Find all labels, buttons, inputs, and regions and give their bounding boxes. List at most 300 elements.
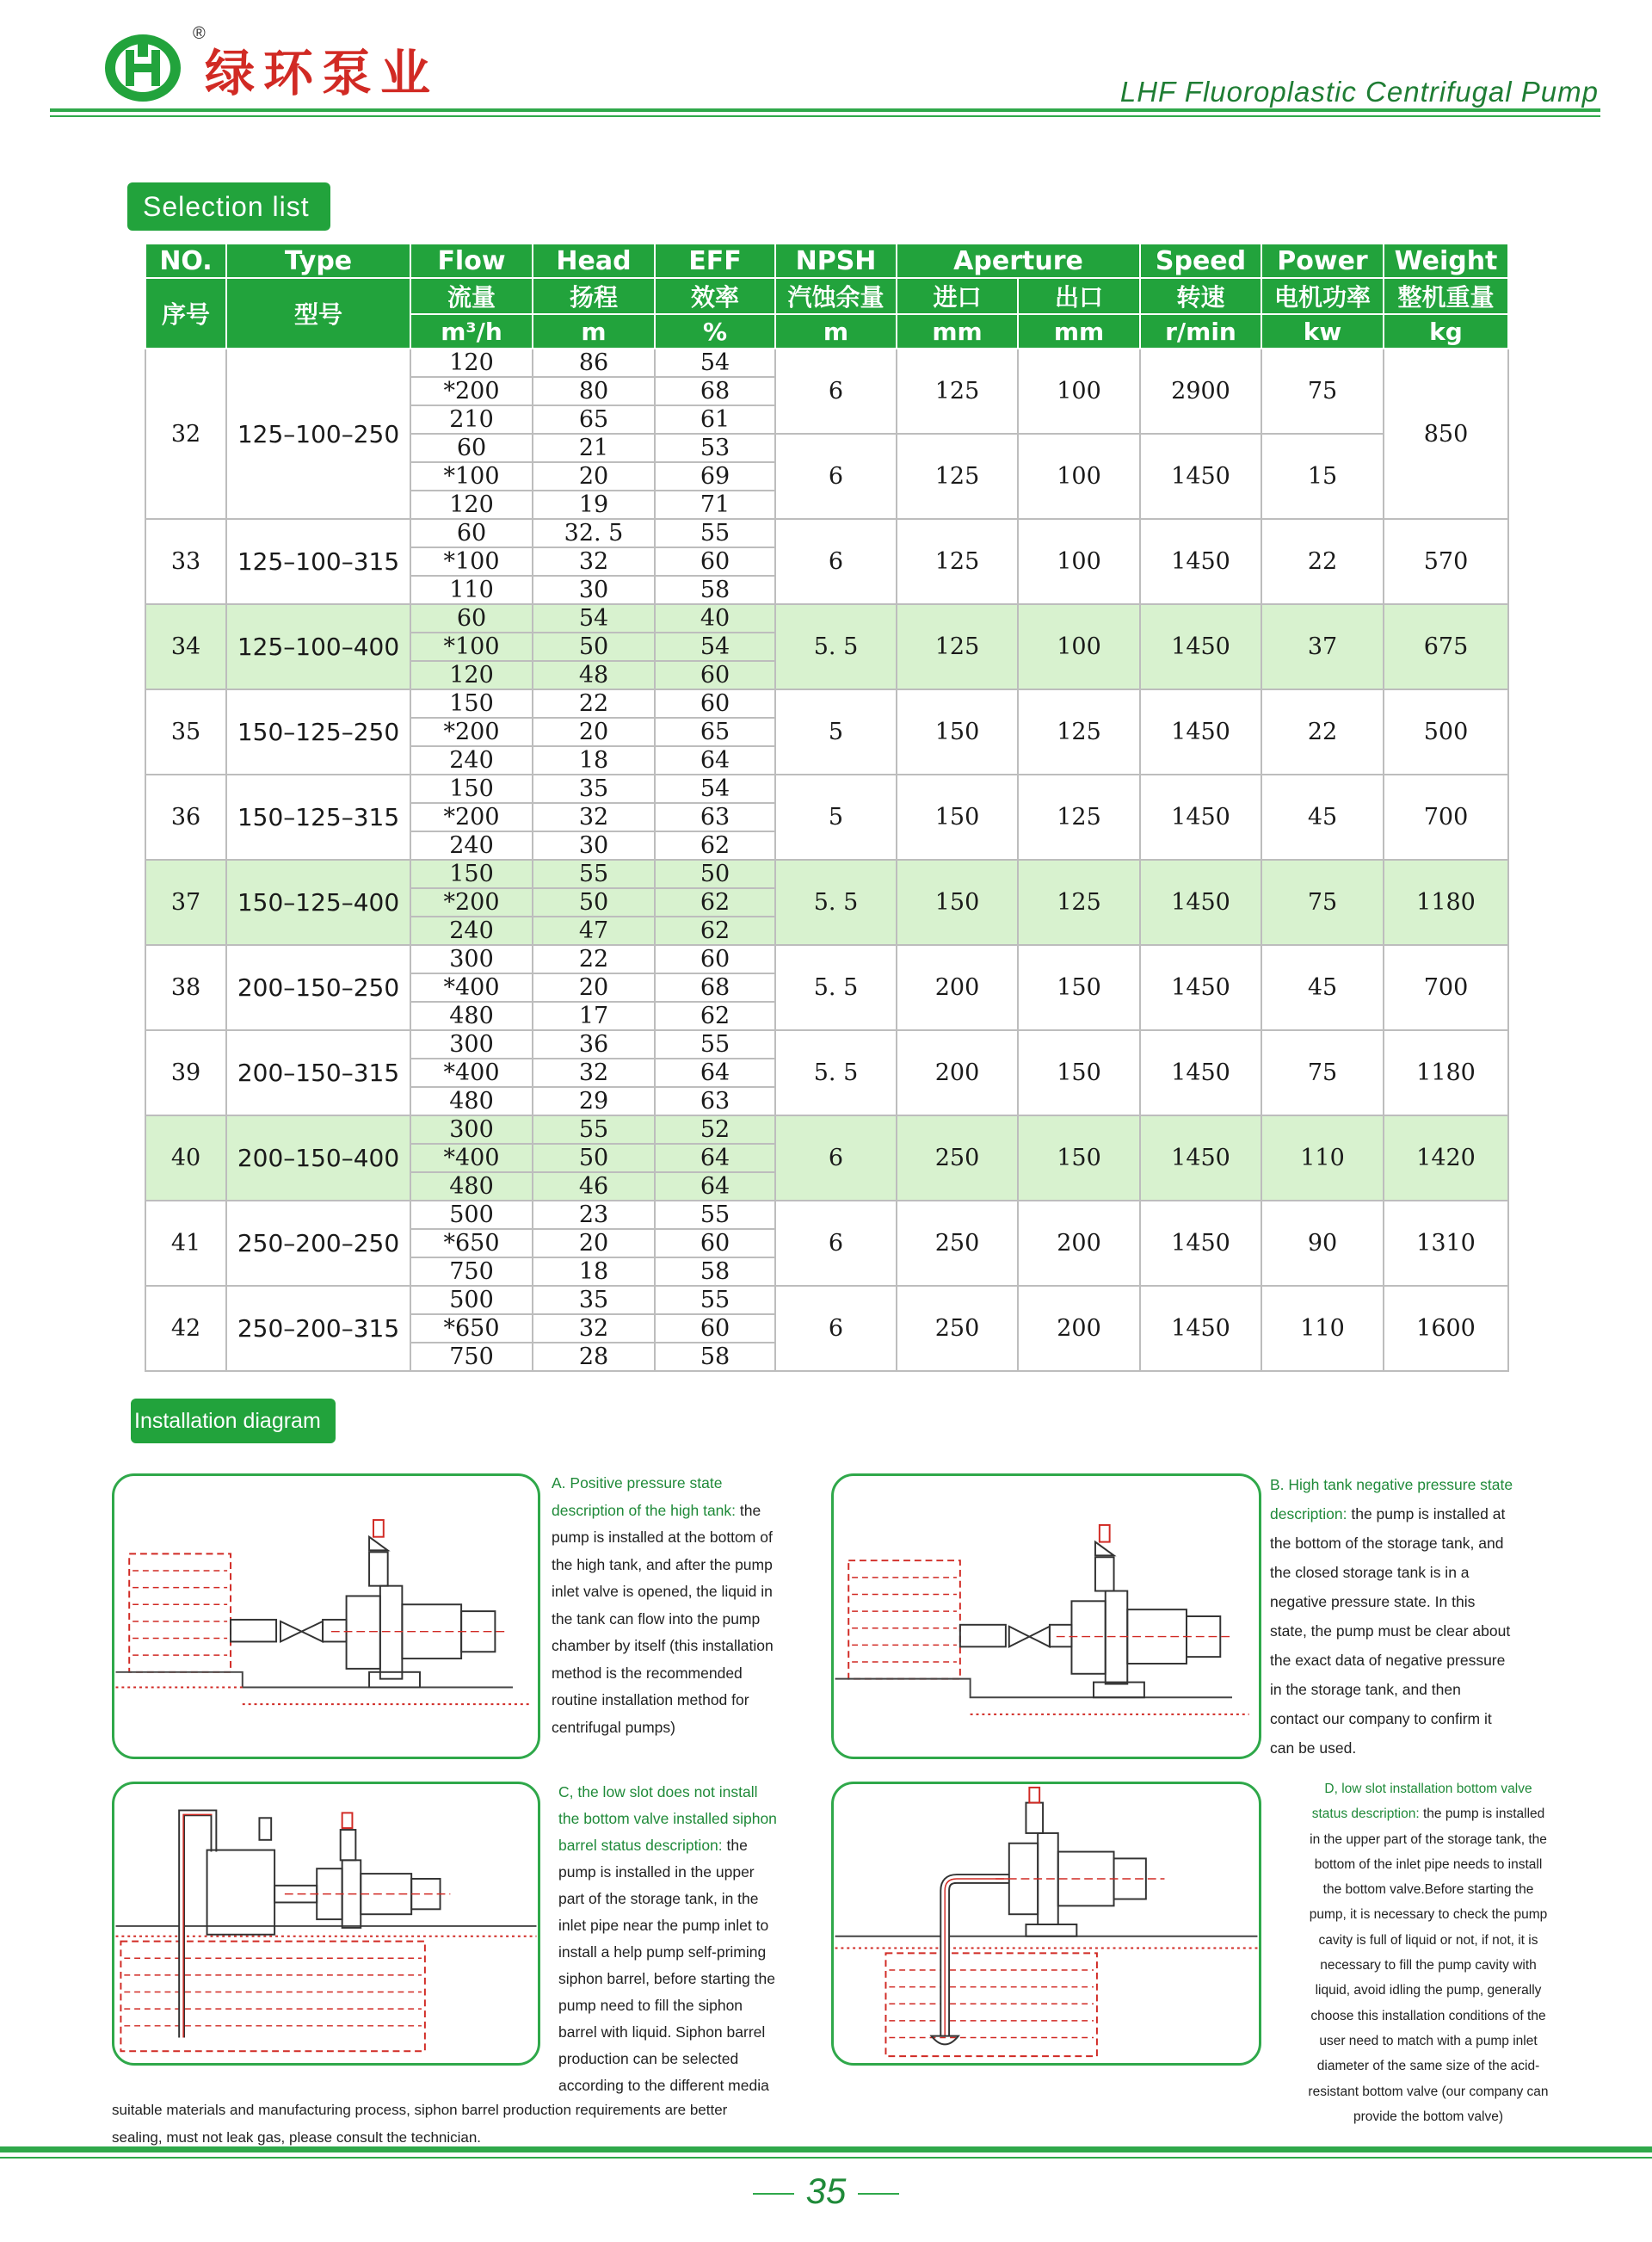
col-eff: EFF	[655, 244, 775, 278]
cell-head: 20	[533, 462, 655, 491]
table-row	[145, 1201, 1508, 1229]
cell-power: 110	[1261, 1115, 1384, 1201]
col-power-unit: kw	[1261, 314, 1384, 349]
cell-npsh: 5. 5	[775, 945, 897, 1030]
cell-eff: 65	[655, 718, 775, 746]
cell-no: 33	[145, 519, 226, 604]
cell-type: 200–150–250	[226, 945, 410, 1030]
cell-flow: 120	[410, 349, 533, 377]
cell-type: 125–100–400	[226, 604, 410, 689]
cell-eff: 52	[655, 1115, 775, 1144]
cell-outlet: 150	[1018, 1030, 1140, 1115]
cell-speed: 1450	[1140, 1201, 1261, 1286]
diagram-c-siphon-barrel	[112, 1782, 540, 2066]
cell-head: 19	[533, 491, 655, 519]
cell-eff: 61	[655, 405, 775, 434]
cell-outlet: 100	[1018, 604, 1140, 689]
cell-eff: 68	[655, 973, 775, 1002]
description-line: the bottom of the storage tank, and	[1270, 1535, 1504, 1552]
cell-weight: 1180	[1384, 1030, 1508, 1115]
cell-speed: 1450	[1140, 1030, 1261, 1115]
cell-head: 18	[533, 1257, 655, 1286]
table-row	[145, 349, 1508, 377]
cell-eff: 40	[655, 604, 775, 633]
table-row	[145, 1115, 1508, 1144]
cell-inlet: 125	[897, 434, 1018, 519]
cell-flow: 150	[410, 775, 533, 803]
table-row	[145, 945, 1508, 973]
description-line: pump, it is necessary to check the pump	[1309, 1907, 1548, 1923]
cell-type: 150–125–315	[226, 775, 410, 860]
cell-inlet: 125	[897, 519, 1018, 604]
table-row	[145, 1030, 1508, 1059]
cell-eff: 54	[655, 775, 775, 803]
company-logo	[102, 31, 184, 105]
description-line: the bottom valve.Before starting the	[1322, 1882, 1534, 1898]
col-npsh: NPSH	[775, 244, 897, 278]
cell-weight: 700	[1384, 775, 1508, 860]
selection-table	[145, 243, 1509, 1372]
cell-type: 250–200–315	[226, 1286, 410, 1371]
cell-head: 20	[533, 973, 655, 1002]
cell-inlet: 250	[897, 1201, 1018, 1286]
cell-flow: 300	[410, 1030, 533, 1059]
cell-weight: 570	[1384, 519, 1508, 604]
cell-speed: 1450	[1140, 604, 1261, 689]
cell-flow: *200	[410, 888, 533, 917]
cell-eff: 62	[655, 917, 775, 945]
cell-flow: 240	[410, 831, 533, 860]
table-row	[145, 1286, 1508, 1314]
cell-eff: 69	[655, 462, 775, 491]
cell-head: 35	[533, 1286, 655, 1314]
cell-no: 35	[145, 689, 226, 775]
cell-inlet: 150	[897, 860, 1018, 945]
cell-head: 18	[533, 746, 655, 775]
description-line: A. Positive pressure state	[552, 1474, 723, 1492]
col-speed-unit: r/min	[1140, 314, 1261, 349]
description-line: the high tank, and after the pump	[552, 1555, 773, 1573]
page-number: 35	[0, 2171, 1652, 2212]
cell-type: 200–150–400	[226, 1115, 410, 1201]
description-line: can be used.	[1270, 1739, 1357, 1757]
diagram-a-description	[552, 1470, 774, 1741]
cell-npsh: 5. 5	[775, 860, 897, 945]
cell-head: 54	[533, 604, 655, 633]
cell-outlet: 125	[1018, 860, 1140, 945]
cell-outlet: 125	[1018, 689, 1140, 775]
cell-flow: *400	[410, 1059, 533, 1087]
cell-head: 86	[533, 349, 655, 377]
cell-head: 65	[533, 405, 655, 434]
cell-flow: 150	[410, 860, 533, 888]
header-rule	[50, 108, 1600, 112]
description-line: pump is installed at the bottom of	[552, 1529, 773, 1546]
description-line: description of the high tank: the	[552, 1501, 761, 1519]
cell-weight: 1420	[1384, 1115, 1508, 1201]
cell-type: 125–100–315	[226, 519, 410, 604]
cell-no: 42	[145, 1286, 226, 1371]
cell-head: 32	[533, 547, 655, 576]
description-line: bottom of the inlet pipe needs to install	[1314, 1856, 1543, 1872]
col-no: NO.	[145, 244, 226, 278]
cell-flow: *200	[410, 718, 533, 746]
cell-weight: 850	[1384, 349, 1508, 519]
cell-flow: *100	[410, 633, 533, 661]
cell-head: 22	[533, 945, 655, 973]
cell-flow: 480	[410, 1172, 533, 1201]
col-flow: Flow	[410, 244, 533, 278]
cell-type: 125–100–250	[226, 349, 410, 519]
description-line: according to the different media	[558, 2077, 769, 2094]
description-line: liquid, avoid idling the pump, generally	[1315, 1983, 1542, 1998]
cell-eff: 54	[655, 349, 775, 377]
description-line: install a help pump self-priming	[558, 1943, 767, 1961]
cell-no: 37	[145, 860, 226, 945]
cell-npsh: 5	[775, 689, 897, 775]
cell-head: 23	[533, 1201, 655, 1229]
cell-inlet: 125	[897, 604, 1018, 689]
cell-power: 37	[1261, 604, 1384, 689]
col-speed: Speed	[1140, 244, 1261, 278]
cell-eff: 60	[655, 547, 775, 576]
col-aperture: Aperture	[897, 244, 1140, 278]
cell-no: 38	[145, 945, 226, 1030]
cell-speed: 1450	[1140, 945, 1261, 1030]
footer-rule-thin	[0, 2157, 1652, 2159]
cell-flow: 750	[410, 1343, 533, 1371]
cell-no: 41	[145, 1201, 226, 1286]
description-line: negative pressure state. In this	[1270, 1593, 1476, 1610]
cell-flow: 750	[410, 1257, 533, 1286]
cell-power: 22	[1261, 689, 1384, 775]
cell-eff: 60	[655, 945, 775, 973]
description-line: state, the pump must be clear about	[1270, 1622, 1511, 1640]
cell-npsh: 6	[775, 519, 897, 604]
cell-head: 50	[533, 1144, 655, 1172]
diagram-b-description	[1270, 1470, 1513, 1763]
cell-weight: 1180	[1384, 860, 1508, 945]
cell-flow: 120	[410, 661, 533, 689]
description-line: barrel status description: the	[558, 1837, 748, 1854]
cell-eff: 55	[655, 519, 775, 547]
col-head-unit: m	[533, 314, 655, 349]
cell-no: 39	[145, 1030, 226, 1115]
cell-eff: 62	[655, 831, 775, 860]
cell-inlet: 250	[897, 1286, 1018, 1371]
cell-power: 90	[1261, 1201, 1384, 1286]
product-title: LHF Fluoroplastic Centrifugal Pump	[1119, 76, 1599, 108]
cell-power: 22	[1261, 519, 1384, 604]
description-line: routine installation method for	[552, 1691, 749, 1708]
cell-npsh: 5	[775, 775, 897, 860]
cell-flow: *650	[410, 1314, 533, 1343]
cell-eff: 55	[655, 1030, 775, 1059]
cell-outlet: 125	[1018, 775, 1140, 860]
cell-head: 46	[533, 1172, 655, 1201]
cell-head: 50	[533, 633, 655, 661]
cell-flow: *400	[410, 1144, 533, 1172]
description-line: D, low slot installation bottom valve	[1324, 1782, 1532, 1796]
cell-eff: 63	[655, 803, 775, 831]
cell-head: 36	[533, 1030, 655, 1059]
cell-type: 200–150–315	[226, 1030, 410, 1115]
description-line: centrifugal pumps)	[552, 1718, 675, 1736]
diagram-b-high-tank-negative-pressure	[831, 1473, 1261, 1759]
cell-eff: 55	[655, 1286, 775, 1314]
cell-flow: 480	[410, 1087, 533, 1115]
description-line: production can be selected	[558, 2050, 739, 2067]
diagram-d-bottom-valve	[831, 1782, 1261, 2066]
col-eff-cn: 效率	[655, 278, 775, 314]
col-npsh-cn: 汽蚀余量	[775, 278, 897, 314]
cell-head: 55	[533, 1115, 655, 1144]
cell-flow: 500	[410, 1201, 533, 1229]
cell-flow: 60	[410, 519, 533, 547]
cell-npsh: 6	[775, 1201, 897, 1286]
col-inlet-cn: 进口	[897, 278, 1018, 314]
cell-head: 30	[533, 576, 655, 604]
cell-eff: 71	[655, 491, 775, 519]
description-line: contact our company to confirm it	[1270, 1710, 1492, 1727]
cell-flow: 120	[410, 491, 533, 519]
registered-mark: ®	[193, 24, 206, 43]
description-line: provide the bottom valve)	[1353, 2109, 1504, 2124]
col-weight-cn: 整机重量	[1384, 278, 1508, 314]
header-rule-thin	[50, 115, 1600, 117]
cell-weight: 700	[1384, 945, 1508, 1030]
description-line: pump need to fill the siphon	[558, 1997, 743, 2014]
col-inlet-unit: mm	[897, 314, 1018, 349]
description-line: barrel with liquid. Siphon barrel	[558, 2023, 766, 2041]
cell-eff: 54	[655, 633, 775, 661]
cell-flow: 240	[410, 917, 533, 945]
cell-type: 150–125–400	[226, 860, 410, 945]
footer-rule	[0, 2146, 1652, 2152]
cell-flow: 60	[410, 604, 533, 633]
cell-head: 17	[533, 1002, 655, 1030]
description-line: in the upper part of the storage tank, the	[1310, 1831, 1547, 1847]
col-flow-unit: m³/h	[410, 314, 533, 349]
cell-power: 75	[1261, 349, 1384, 434]
cell-flow: 240	[410, 746, 533, 775]
cell-npsh: 5. 5	[775, 1030, 897, 1115]
cell-no: 36	[145, 775, 226, 860]
table-row	[145, 519, 1508, 547]
cell-head: 29	[533, 1087, 655, 1115]
cell-outlet: 100	[1018, 349, 1140, 434]
cell-speed: 1450	[1140, 775, 1261, 860]
description-line: choose this installation conditions of the	[1310, 2008, 1546, 2023]
cell-flow: *200	[410, 803, 533, 831]
col-weight: Weight	[1384, 244, 1508, 278]
cell-speed: 1450	[1140, 860, 1261, 945]
table-row	[145, 689, 1508, 718]
cell-flow: 210	[410, 405, 533, 434]
cell-flow: *200	[410, 377, 533, 405]
cell-flow: *100	[410, 462, 533, 491]
cell-no: 40	[145, 1115, 226, 1201]
cell-npsh: 6	[775, 349, 897, 434]
cell-eff: 63	[655, 1087, 775, 1115]
cell-head: 47	[533, 917, 655, 945]
cell-inlet: 200	[897, 1030, 1018, 1115]
selection-list-tab: Selection list	[127, 182, 330, 231]
cell-speed: 1450	[1140, 689, 1261, 775]
cell-head: 35	[533, 775, 655, 803]
cell-head: 22	[533, 689, 655, 718]
description-line: inlet pipe near the pump inlet to	[558, 1917, 769, 1934]
cell-eff: 60	[655, 661, 775, 689]
selection-table-body	[145, 349, 1508, 1371]
cell-inlet: 125	[897, 349, 1018, 434]
cell-head: 80	[533, 377, 655, 405]
cell-weight: 1310	[1384, 1201, 1508, 1286]
cell-outlet: 100	[1018, 434, 1140, 519]
cell-eff: 64	[655, 1059, 775, 1087]
col-head: Head	[533, 244, 655, 278]
cell-head: 21	[533, 434, 655, 462]
cell-weight: 500	[1384, 689, 1508, 775]
col-outlet-unit: mm	[1018, 314, 1140, 349]
cell-head: 32. 5	[533, 519, 655, 547]
col-speed-cn: 转速	[1140, 278, 1261, 314]
cell-eff: 64	[655, 746, 775, 775]
col-type-cn: 型号	[226, 278, 410, 349]
cell-flow: *650	[410, 1229, 533, 1257]
cell-head: 32	[533, 803, 655, 831]
cell-eff: 58	[655, 1257, 775, 1286]
description-line: the closed storage tank is in a	[1270, 1564, 1470, 1581]
cell-head: 50	[533, 888, 655, 917]
cell-inlet: 250	[897, 1115, 1018, 1201]
description-line: the exact data of negative pressure	[1270, 1652, 1506, 1669]
cell-power: 75	[1261, 1030, 1384, 1115]
cell-head: 20	[533, 718, 655, 746]
cell-flow: 300	[410, 1115, 533, 1144]
description-line: necessary to fill the pump cavity with	[1320, 1958, 1537, 1973]
cell-speed: 1450	[1140, 434, 1261, 519]
description-line: inlet valve is opened, the liquid in	[552, 1583, 773, 1600]
cell-weight: 675	[1384, 604, 1508, 689]
cell-eff: 62	[655, 1002, 775, 1030]
cell-head: 55	[533, 860, 655, 888]
cell-eff: 60	[655, 1314, 775, 1343]
cell-outlet: 200	[1018, 1286, 1140, 1371]
diagram-c-description	[558, 1779, 777, 2099]
cell-power: 45	[1261, 775, 1384, 860]
cell-head: 32	[533, 1314, 655, 1343]
cell-speed: 2900	[1140, 349, 1261, 434]
cell-outlet: 200	[1018, 1201, 1140, 1286]
col-type: Type	[226, 244, 410, 278]
cell-eff: 62	[655, 888, 775, 917]
cell-head: 20	[533, 1229, 655, 1257]
col-flow-cn: 流量	[410, 278, 533, 314]
cell-eff: 60	[655, 689, 775, 718]
cell-speed: 1450	[1140, 519, 1261, 604]
cell-power: 110	[1261, 1286, 1384, 1371]
cell-head: 30	[533, 831, 655, 860]
col-power: Power	[1261, 244, 1384, 278]
description-line: pump is installed in the upper	[558, 1863, 755, 1881]
description-line: C, the low slot does not install	[558, 1783, 758, 1800]
cell-flow: 60	[410, 434, 533, 462]
col-power-cn: 电机功率	[1261, 278, 1384, 314]
cell-type: 150–125–250	[226, 689, 410, 775]
cell-speed: 1450	[1140, 1286, 1261, 1371]
description-line: user need to match with a pump inlet	[1319, 2033, 1538, 2048]
cell-power: 75	[1261, 860, 1384, 945]
cell-eff: 55	[655, 1201, 775, 1229]
cell-inlet: 150	[897, 689, 1018, 775]
cell-flow: 480	[410, 1002, 533, 1030]
cell-flow: 150	[410, 689, 533, 718]
description-line: the tank can flow into the pump	[552, 1609, 761, 1627]
cell-head: 28	[533, 1343, 655, 1371]
cell-eff: 60	[655, 1229, 775, 1257]
table-row	[145, 775, 1508, 803]
cell-power: 45	[1261, 945, 1384, 1030]
cell-head: 48	[533, 661, 655, 689]
cell-outlet: 150	[1018, 1115, 1140, 1201]
cell-eff: 50	[655, 860, 775, 888]
description-line: method is the recommended	[552, 1664, 743, 1682]
diagram-c-description-tail-2: sealing, must not leak gas, please consult the technician.	[112, 2129, 482, 2146]
cell-npsh: 5. 5	[775, 604, 897, 689]
cell-npsh: 6	[775, 1286, 897, 1371]
description-line: resistant bottom valve (our company can	[1308, 2084, 1549, 2099]
description-line: B. High tank negative pressure state	[1270, 1476, 1513, 1493]
cell-npsh: 6	[775, 1115, 897, 1201]
cell-flow: 110	[410, 576, 533, 604]
description-line: status description: the pump is installed	[1311, 1807, 1545, 1822]
cell-inlet: 150	[897, 775, 1018, 860]
cell-no: 34	[145, 604, 226, 689]
cell-eff: 58	[655, 576, 775, 604]
cell-type: 250–200–250	[226, 1201, 410, 1286]
col-no-cn: 序号	[145, 278, 226, 349]
cell-flow: 300	[410, 945, 533, 973]
brand-name: 绿环泵业	[205, 44, 440, 102]
diagram-d-description	[1256, 1776, 1600, 2129]
cell-eff: 53	[655, 434, 775, 462]
cell-npsh: 6	[775, 434, 897, 519]
diagram-a-positive-pressure	[112, 1473, 540, 1759]
table-row	[145, 604, 1508, 633]
cell-outlet: 150	[1018, 945, 1140, 1030]
cell-eff: 58	[655, 1343, 775, 1371]
col-npsh-unit: m	[775, 314, 897, 349]
col-outlet-cn: 出口	[1018, 278, 1140, 314]
cell-flow: *100	[410, 547, 533, 576]
table-row	[145, 860, 1508, 888]
description-line: cavity is full of liquid or not, if not, it is	[1318, 1932, 1538, 1948]
col-head-cn: 扬程	[533, 278, 655, 314]
description-line: description: the pump is installed at	[1270, 1505, 1506, 1522]
installation-diagram-tab: Installation diagram	[131, 1399, 336, 1443]
description-line: part of the storage tank, in the	[558, 1890, 759, 1907]
col-weight-unit: kg	[1384, 314, 1508, 349]
cell-outlet: 100	[1018, 519, 1140, 604]
description-line: the bottom valve installed siphon	[558, 1810, 777, 1827]
col-eff-unit: %	[655, 314, 775, 349]
description-line: chamber by itself (this installation	[552, 1637, 774, 1654]
cell-flow: 500	[410, 1286, 533, 1314]
description-line: siphon barrel, before starting the	[558, 1970, 775, 1987]
cell-flow: *400	[410, 973, 533, 1002]
cell-power: 15	[1261, 434, 1384, 519]
